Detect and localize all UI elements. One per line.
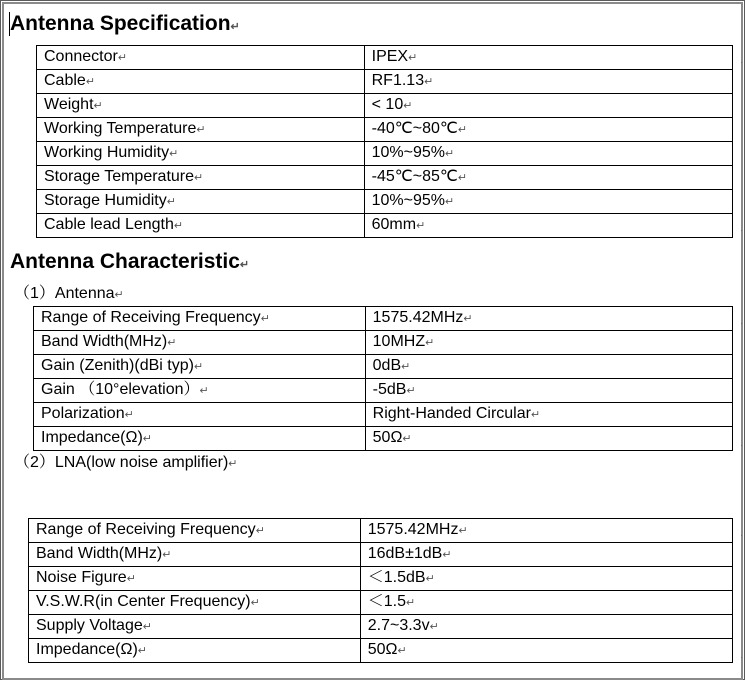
paragraph-mark: ↵	[193, 361, 204, 373]
row-label: Impedance(Ω)	[36, 641, 138, 658]
row-value: 50Ω	[367, 641, 398, 658]
row-label: Gain (Zenith)(dBi typ)	[41, 357, 194, 374]
table-row	[37, 46, 733, 70]
row-value: 1575.42MHz	[372, 309, 464, 326]
spec-table	[36, 45, 733, 238]
row-value: < 10	[371, 96, 404, 113]
paragraph-mark: ↵	[408, 52, 418, 64]
row-value: -5dB	[372, 381, 407, 398]
table-row	[37, 118, 733, 142]
table-row	[34, 379, 733, 403]
paragraph-mark: ↵	[169, 148, 179, 160]
paragraph-mark: ↵	[199, 385, 209, 397]
row-label-cell	[29, 519, 361, 543]
row-label-cell	[29, 567, 361, 591]
paragraph-mark: ↵	[142, 621, 152, 633]
paragraph-mark: ↵	[93, 100, 103, 112]
row-value-cell	[364, 142, 732, 166]
table-row	[37, 166, 733, 190]
row-label: Working Humidity	[44, 144, 170, 161]
row-value: -40℃~80℃	[371, 120, 458, 137]
row-value-cell	[364, 214, 732, 238]
row-label: V.S.W.R(in Center Frequency)	[36, 593, 251, 610]
paragraph-mark: ↵	[142, 433, 152, 445]
row-value-cell	[360, 519, 732, 543]
section-title-text: Antenna Specification	[10, 12, 231, 35]
row-label: Storage Humidity	[44, 192, 167, 209]
row-value: -45℃~85℃	[371, 168, 458, 185]
table-row	[29, 519, 733, 543]
paragraph-mark: ↵	[162, 549, 172, 561]
row-value-cell	[360, 615, 732, 639]
edge-mark: ·	[740, 225, 743, 235]
paragraph-mark: ↵	[445, 148, 455, 160]
row-label-cell	[37, 214, 365, 238]
paragraph-mark: ↵	[457, 124, 468, 136]
edge-mark: ·	[740, 318, 743, 328]
row-label-cell	[34, 307, 366, 331]
row-value-cell	[365, 307, 732, 331]
row-label: Band Width(MHz)	[36, 545, 163, 562]
paragraph-mark: ↵	[442, 549, 452, 561]
paragraph-mark: ↵	[194, 172, 204, 184]
row-value-cell	[360, 567, 732, 591]
row-value: 1575.42MHz	[367, 521, 459, 538]
row-value-cell	[364, 190, 732, 214]
paragraph-mark: ↵	[124, 409, 134, 421]
row-label: Impedance(Ω)	[41, 429, 143, 446]
row-value: 2.7~3.3v	[367, 617, 430, 634]
paragraph-mark: ↵	[167, 337, 177, 349]
row-value: 50Ω	[372, 429, 403, 446]
row-label: Supply Voltage	[36, 617, 143, 634]
paragraph-mark: ↵	[196, 124, 206, 136]
row-label: Weight	[44, 96, 94, 113]
row-label: Polarization	[41, 405, 125, 422]
table-row	[37, 214, 733, 238]
paragraph-mark: ↵	[406, 385, 416, 397]
row-value: 0dB	[372, 357, 402, 374]
row-label: Storage Temperature	[44, 168, 195, 185]
row-value: 10MHZ	[372, 333, 426, 350]
row-label: Cable lead Length	[44, 216, 174, 233]
paragraph-mark: ↵	[117, 52, 128, 64]
paragraph-mark: ↵	[166, 196, 176, 208]
paragraph-mark: ↵	[250, 597, 260, 609]
table-row	[37, 142, 733, 166]
antenna-table	[33, 306, 733, 451]
row-label-cell	[29, 615, 361, 639]
edge-mark: ·	[740, 530, 743, 540]
table-row	[37, 94, 733, 118]
row-value: RF1.13	[371, 72, 425, 89]
lna-table	[28, 518, 733, 663]
row-label: Range of Receiving Frequency	[36, 521, 256, 538]
table-row	[34, 331, 733, 355]
row-value-cell	[364, 94, 732, 118]
paragraph-mark: ↵	[239, 259, 250, 271]
spec-table-body	[37, 46, 733, 238]
row-label-cell	[34, 355, 366, 379]
row-value: 60mm	[371, 216, 417, 233]
row-label-cell	[37, 70, 365, 94]
row-label-cell	[34, 427, 366, 451]
paragraph-mark: ↵	[425, 337, 435, 349]
row-value: ＜1.5dB	[367, 569, 426, 586]
row-value: 16dB±1dB	[367, 545, 443, 562]
row-label-cell	[34, 403, 366, 427]
row-value-cell	[364, 118, 732, 142]
table-row	[37, 70, 733, 94]
row-value-cell	[365, 379, 732, 403]
paragraph-mark: ↵	[402, 433, 412, 445]
row-value: 10%~95%	[371, 144, 446, 161]
table-row	[29, 591, 733, 615]
row-label-cell	[37, 46, 365, 70]
lna-table-body	[29, 519, 733, 663]
paragraph-mark: ↵	[228, 458, 238, 470]
subheading-text: （2）LNA(low noise amplifier)	[14, 454, 229, 471]
row-value-cell	[360, 543, 732, 567]
row-value-cell	[364, 166, 732, 190]
antenna-table-body	[34, 307, 733, 451]
table-row	[37, 190, 733, 214]
section-title-text: Antenna Characteristic	[10, 250, 240, 273]
subheading-lna	[14, 454, 238, 473]
paragraph-mark: ↵	[114, 289, 124, 301]
subheading-text: （1）Antenna	[14, 285, 115, 302]
row-label: Range of Receiving Frequency	[41, 309, 261, 326]
paragraph-mark: ↵	[137, 645, 147, 657]
paragraph-mark: ↵	[405, 597, 416, 609]
edge-mark: ·	[740, 652, 743, 662]
paragraph-mark: ↵	[260, 313, 270, 325]
row-label-cell	[37, 190, 365, 214]
paragraph-mark: ↵	[85, 76, 96, 88]
row-label: Connector	[44, 48, 118, 65]
row-label: Cable	[44, 72, 86, 89]
row-label-cell	[29, 591, 361, 615]
paragraph-mark: ↵	[416, 220, 426, 232]
table-row	[29, 639, 733, 663]
paragraph-mark: ↵	[173, 220, 184, 232]
paragraph-mark: ↵	[230, 21, 240, 33]
table-row	[34, 307, 733, 331]
row-value-cell	[365, 427, 732, 451]
edge-mark: ·	[740, 57, 743, 67]
table-row	[34, 403, 733, 427]
paragraph-mark: ↵	[424, 76, 434, 88]
row-label-cell	[37, 118, 365, 142]
paragraph-mark: ↵	[463, 313, 473, 325]
paragraph-mark: ↵	[126, 573, 136, 585]
table-row	[29, 543, 733, 567]
row-value-cell	[364, 46, 732, 70]
row-value: Right-Handed Circular	[372, 405, 531, 422]
row-value-cell	[365, 331, 732, 355]
paragraph-mark: ↵	[255, 525, 265, 537]
row-value: ＜1.5	[367, 593, 406, 610]
section-title-characteristic	[10, 250, 249, 277]
paragraph-mark: ↵	[425, 573, 435, 585]
edge-mark: ·	[740, 440, 743, 450]
row-value: 10%~95%	[371, 192, 446, 209]
row-label: Noise Figure	[36, 569, 127, 586]
row-label: Working Temperature	[44, 120, 197, 137]
row-label-cell	[34, 331, 366, 355]
row-value-cell	[364, 70, 732, 94]
paragraph-mark: ↵	[445, 196, 455, 208]
paragraph-mark: ↵	[401, 361, 411, 373]
paragraph-mark: ↵	[458, 525, 468, 537]
paragraph-mark: ↵	[530, 409, 541, 421]
table-row	[29, 567, 733, 591]
paragraph-mark: ↵	[397, 645, 407, 657]
section-title-specification	[10, 12, 240, 39]
row-label-cell	[29, 639, 361, 663]
table-row	[34, 355, 733, 379]
row-value-cell	[360, 639, 732, 663]
table-row	[29, 615, 733, 639]
subheading-antenna	[14, 285, 124, 304]
row-value-cell	[360, 591, 732, 615]
paragraph-mark: ↵	[429, 621, 439, 633]
row-label-cell	[37, 94, 365, 118]
paragraph-mark: ↵	[457, 172, 468, 184]
row-label-cell	[37, 166, 365, 190]
row-value-cell	[365, 403, 732, 427]
row-value-cell	[365, 355, 732, 379]
row-label-cell	[37, 142, 365, 166]
row-label: Gain （10°elevation）	[41, 381, 200, 398]
row-label-cell	[34, 379, 366, 403]
row-value: IPEX	[371, 48, 409, 65]
paragraph-mark: ↵	[403, 100, 413, 112]
row-label-cell	[29, 543, 361, 567]
row-label: Band Width(MHz)	[41, 333, 168, 350]
table-row	[34, 427, 733, 451]
